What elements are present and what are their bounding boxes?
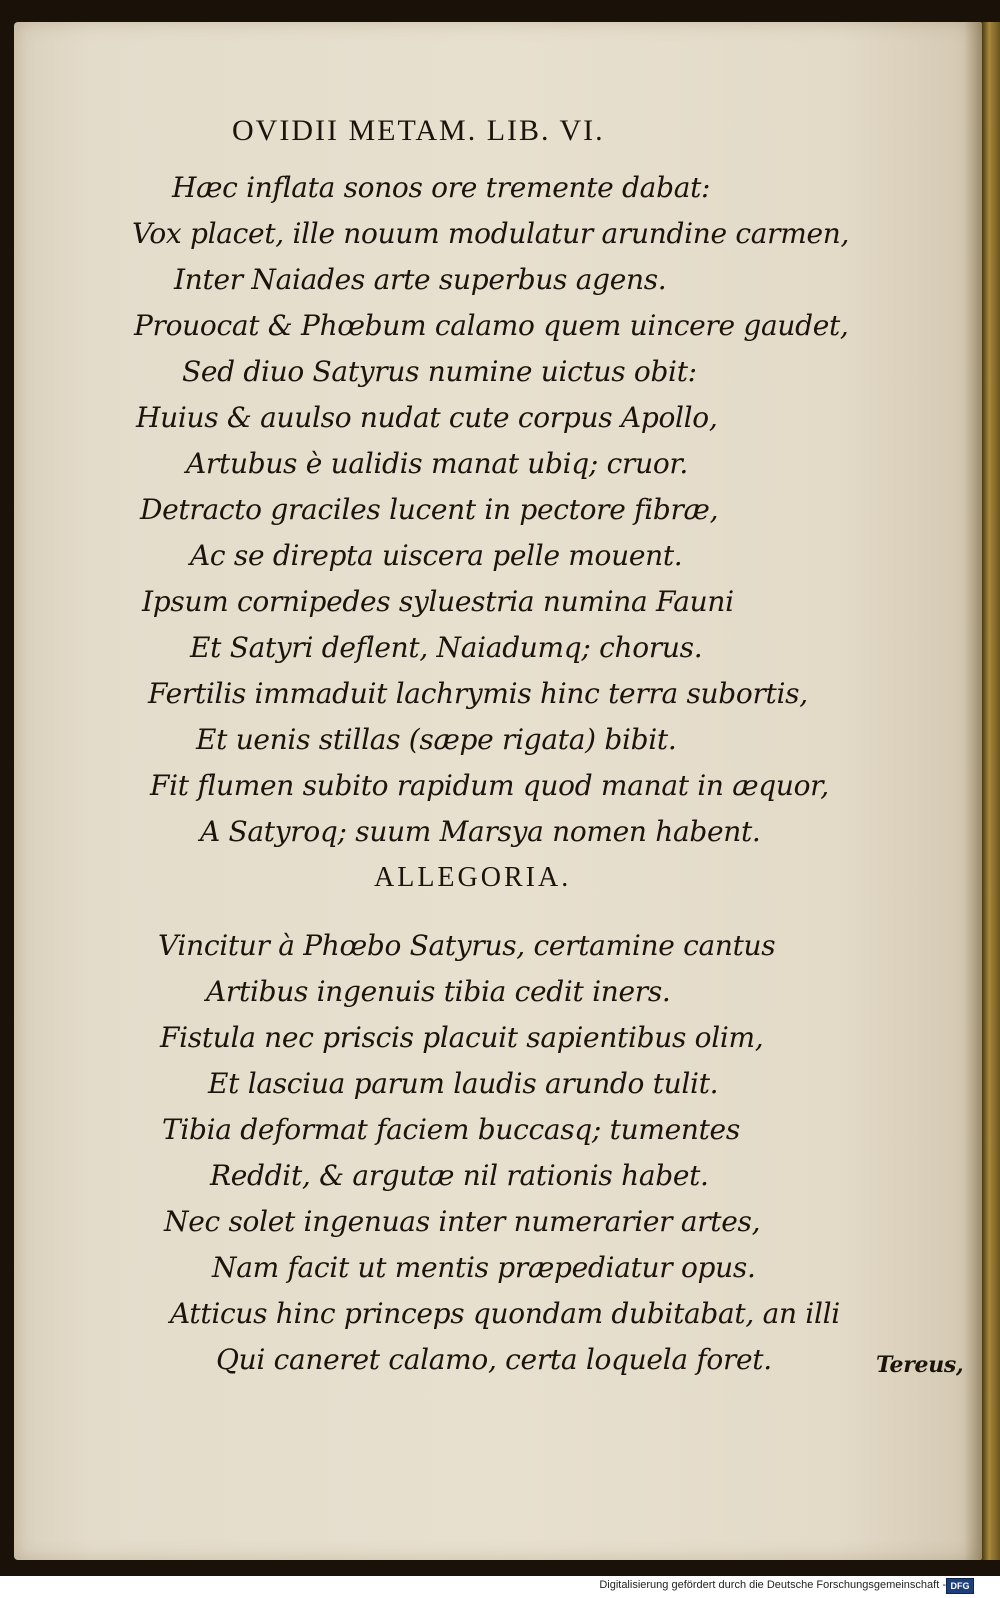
- dfg-logo[interactable]: DFG: [946, 1578, 974, 1594]
- verse-line: Nam facit ut mentis præpediatur opus.: [212, 1251, 756, 1284]
- verse-line: Artibus ingenuis tibia cedit iners.: [206, 975, 671, 1008]
- verse-line: Fit flumen subito rapidum quod manat in æquor,: [150, 769, 829, 802]
- verse-line: Et lasciua parum laudis arundo tulit.: [208, 1067, 719, 1100]
- book-page: [14, 22, 982, 1560]
- verse-line: Artubus è ualidis manat ubiq; cruor.: [186, 447, 689, 480]
- catchword: Tereus,: [876, 1352, 964, 1378]
- verse-line: Tibia deformat faciem buccasq; tumentes: [162, 1113, 740, 1146]
- book-spine-edge: [982, 22, 1000, 1560]
- verse-line: Sed diuo Satyrus numine uictus obit:: [182, 355, 697, 388]
- verse-line: Reddit, & argutæ nil rationis habet.: [210, 1159, 709, 1192]
- verse-line: Ac se direpta uiscera pelle mouent.: [190, 539, 683, 572]
- section-title-allegoria: ALLEGORIA.: [374, 862, 572, 893]
- verse-line: Fistula nec priscis placuit sapientibus olim,: [160, 1021, 764, 1054]
- verse-line: Ipsum cornipedes syluestria numina Fauni: [142, 585, 734, 618]
- verse-line: Inter Naiades arte superbus agens.: [174, 263, 667, 296]
- verse-line: Fertilis immaduit lachrymis hinc terra subortis,: [148, 677, 808, 710]
- page-text-block: [14, 22, 982, 1560]
- running-header: OVIDII METAM. LIB. VI.: [232, 114, 605, 147]
- verse-line: A Satyroq; suum Marsya nomen habent.: [200, 815, 761, 848]
- verse-line: Huius & auulso nudat cute corpus Apollo,: [136, 401, 718, 434]
- verse-line: Et Satyri deflent, Naiadumq; chorus.: [190, 631, 703, 664]
- verse-line: Nec solet ingenuas inter numerarier artes,: [164, 1205, 761, 1238]
- footer-funding-note: Digitalisierung gefördert durch die Deutsche Forschungsgemeinschaft -: [599, 1579, 946, 1591]
- verse-line: Hæc inflata sonos ore tremente dabat:: [172, 171, 711, 204]
- verse-line: Et uenis stillas (sæpe rigata) bibit.: [196, 723, 677, 756]
- verse-line: Qui caneret calamo, certa loquela foret.: [216, 1343, 772, 1376]
- footer-bar: [0, 1576, 1000, 1598]
- verse-line: Detracto graciles lucent in pectore fibræ,: [140, 493, 719, 526]
- verse-line: Prouocat & Phœbum calamo quem uincere gaudet,: [134, 309, 849, 342]
- verse-line: Vincitur à Phœbo Satyrus, certamine cantus: [158, 929, 776, 962]
- verse-line: Vox placet, ille nouum modulatur arundine carmen,: [132, 217, 850, 250]
- verse-line: Atticus hinc princeps quondam dubitabat, an illi: [170, 1297, 840, 1330]
